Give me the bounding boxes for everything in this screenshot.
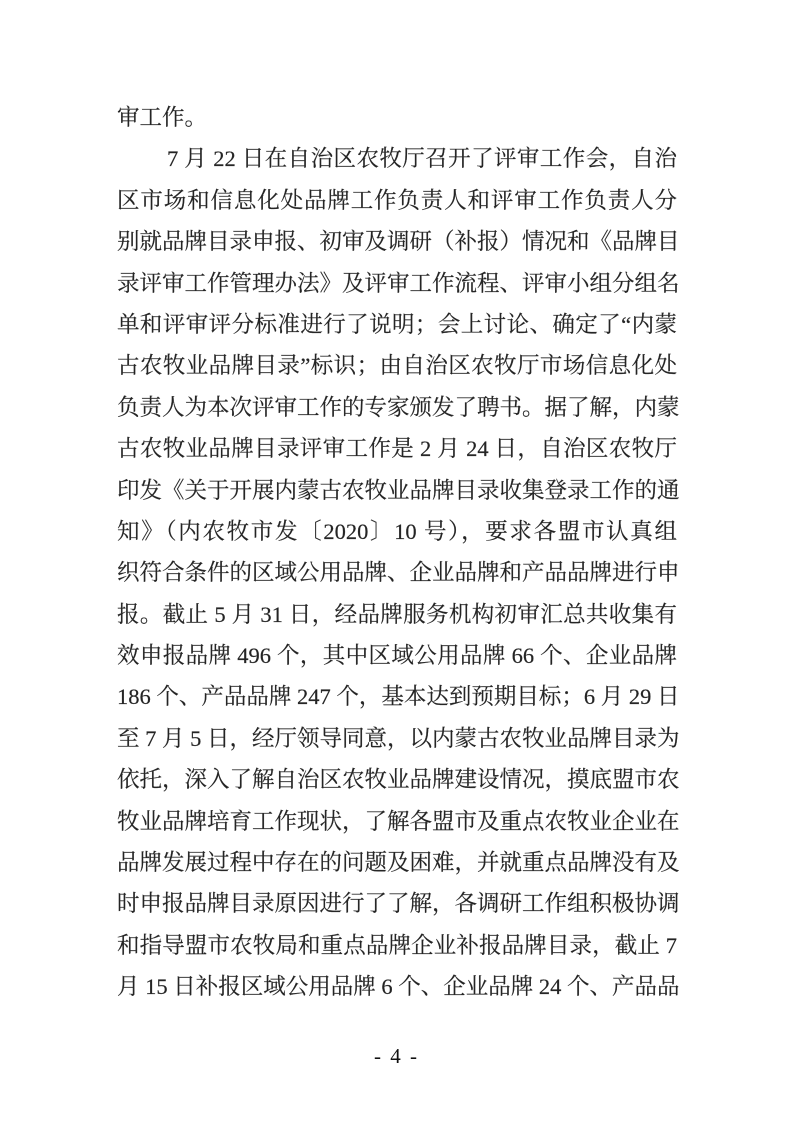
body-line: 依托，深入了解自治区农牧业品牌建设情况，摸底盟市农 (117, 767, 680, 793)
body-line: 7 月 22 日在自治区农牧厅召开了评审工作会，自治 (167, 146, 677, 172)
body-line: 知》（内农牧市发〔2020〕10 号），要求各盟市认真组 (117, 518, 677, 544)
body-line: 审工作。 (117, 105, 208, 130)
document-body (117, 97, 680, 1008)
body-line: 织符合条件的区域公用品牌、企业品牌和产品品牌进行申 (117, 560, 680, 586)
body-line: 报。截止 5 月 31 日，经品牌服务机构初审汇总共收集有 (117, 601, 677, 627)
body-line: 牧业品牌培育工作现状，了解各盟市及重点农牧业企业在 (117, 808, 680, 834)
body-line: 区市场和信息化处品牌工作负责人和评审工作负责人分 (117, 187, 677, 213)
body-line: 古农牧业品牌目录”标识；由自治区农牧厅市场信息化处 (117, 353, 677, 379)
body-line: 单和评审评分标准进行了说明；会上讨论、确定了“内蒙 (117, 311, 677, 337)
body-line: 至 7 月 5 日，经厅领导同意，以内蒙古农牧业品牌目录为 (117, 725, 680, 751)
body-line: 古农牧业品牌目录评审工作是 2 月 24 日，自治区农牧厅 (117, 436, 677, 462)
body-line: 别就品牌目录申报、初审及调研（补报）情况和《品牌目 (117, 229, 680, 255)
body-line: 负责人为本次评审工作的专家颁发了聘书。据了解，内蒙 (117, 394, 680, 420)
body-line: 效申报品牌 496 个，其中区域公用品牌 66 个、企业品牌 (117, 643, 677, 669)
body-line: 186 个、产品品牌 247 个，基本达到预期目标；6 月 29 日 (117, 684, 680, 710)
body-line: 品牌发展过程中存在的问题及困难，并就重点品牌没有及 (117, 850, 680, 876)
page-number: - 4 - (374, 1044, 419, 1068)
body-line: 月 15 日补报区域公用品牌 6 个、企业品牌 24 个、产品品 (117, 974, 680, 1000)
body-line: 和指导盟市农牧局和重点品牌企业补报品牌目录，截止 7 (117, 932, 677, 958)
body-line: 录评审工作管理办法》及评审工作流程、评审小组分组名 (117, 270, 680, 296)
body-line: 印发《关于开展内蒙古农牧业品牌目录收集登录工作的通 (117, 477, 680, 503)
body-line: 时申报品牌目录原因进行了了解，各调研工作组积极协调 (117, 891, 680, 917)
